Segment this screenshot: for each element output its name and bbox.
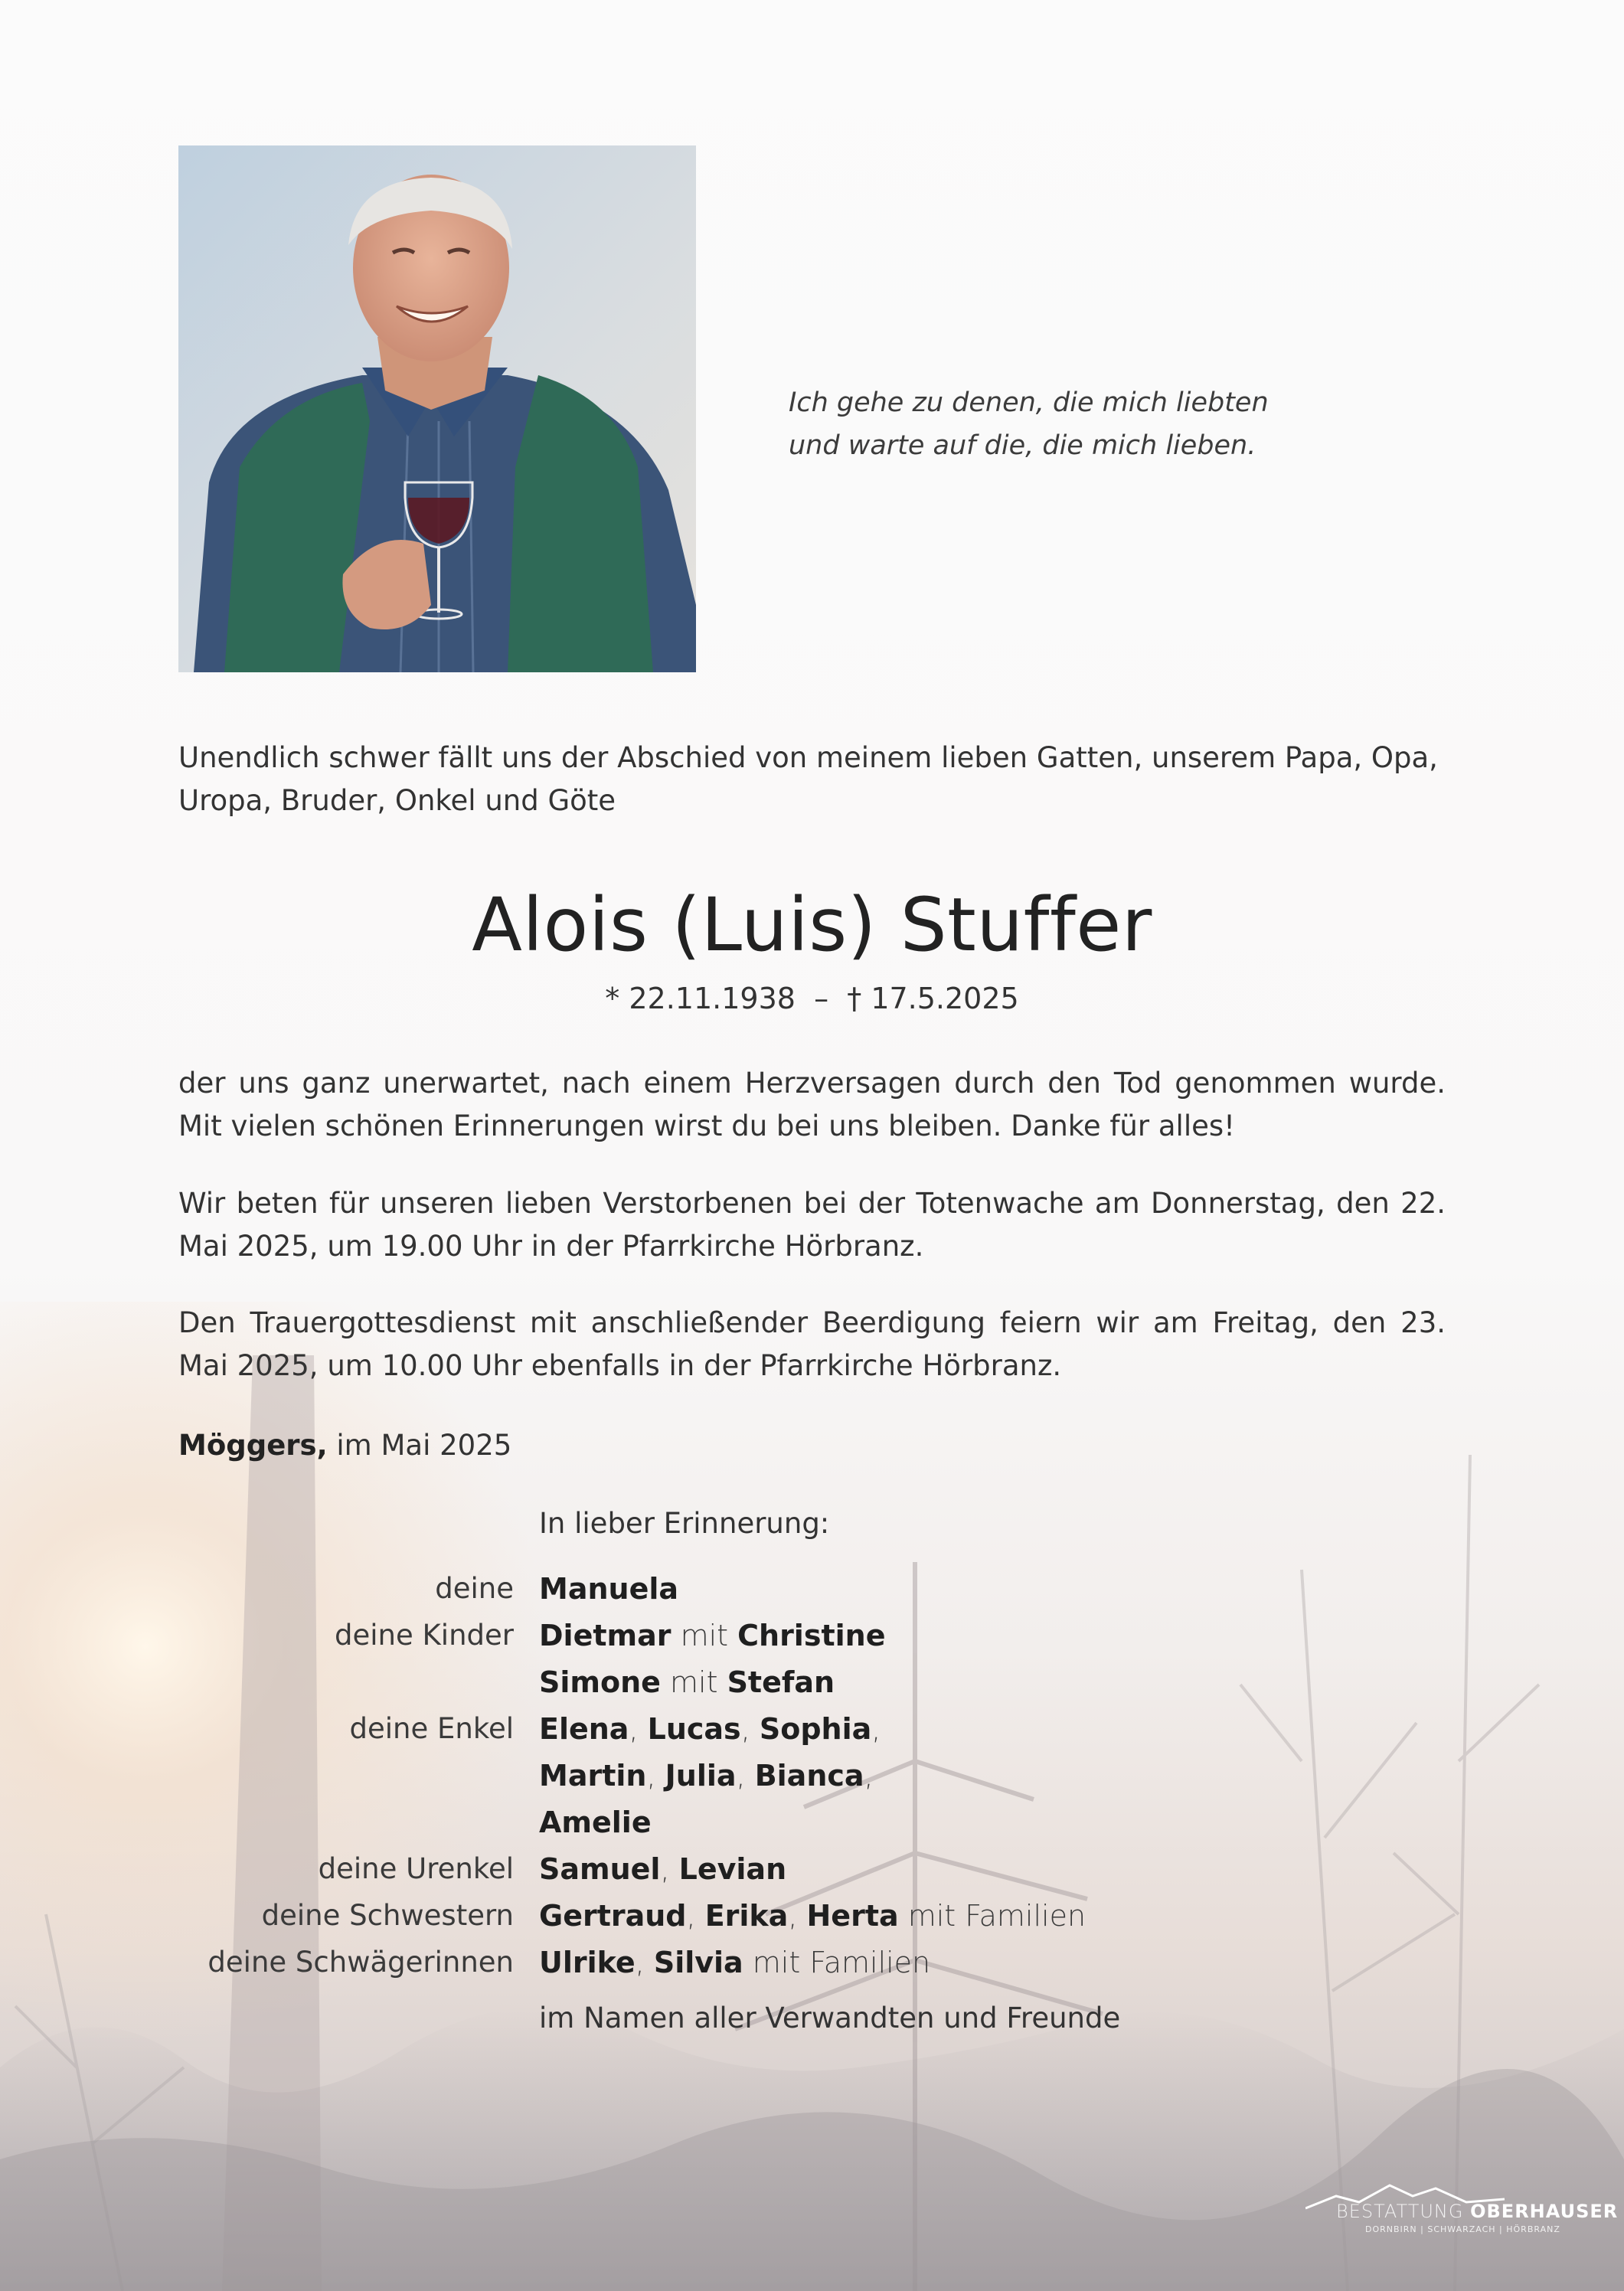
family-member-name: Silvia — [653, 1945, 743, 1979]
place-date-text: im Mai 2025 — [327, 1429, 512, 1462]
family-relation: deine — [435, 1572, 514, 1605]
family-row — [178, 1799, 1327, 1845]
family-member-name: Dietmar — [539, 1618, 671, 1652]
intro-text: Unendlich schwer fällt uns der Abschied von meinem lieben Gatten, unserem Papa, Opa, Uropa, Bruder, Onkel und Göte — [178, 741, 1438, 817]
family-connector: , — [660, 1851, 679, 1886]
family-names — [539, 1572, 678, 1606]
family-member-name: Bianca — [754, 1758, 864, 1793]
family-names — [539, 1852, 786, 1886]
family-relation: deine Schwägerinnen — [207, 1946, 514, 1979]
place-date — [178, 1424, 1446, 1467]
family-relation: deine Schwestern — [261, 1899, 514, 1932]
family-member-name: Christine — [737, 1618, 886, 1652]
family-connector: , — [871, 1711, 881, 1746]
quote-line: und warte auf die, die mich lieben. — [789, 430, 1256, 461]
family-relation: deine Kinder — [335, 1619, 514, 1652]
family-relation: deine Enkel — [349, 1712, 514, 1745]
family-member-name: Gertraud — [539, 1898, 687, 1933]
family-member-name: Levian — [678, 1851, 787, 1886]
family-names — [539, 1946, 930, 1979]
family-connector: , — [788, 1898, 807, 1933]
family-names — [539, 1899, 1086, 1933]
funeral-home-logo — [1305, 2179, 1619, 2234]
portrait-photo — [178, 145, 696, 672]
family-connector: , — [740, 1711, 760, 1746]
family-row — [178, 1752, 1327, 1799]
family-row — [178, 1939, 1327, 1985]
family-member-name: Lucas — [647, 1711, 741, 1746]
family-relation: deine Urenkel — [318, 1852, 514, 1885]
family-member-name: Julia — [665, 1758, 737, 1793]
family-member-name: Stefan — [727, 1665, 835, 1699]
family-row — [178, 1892, 1327, 1939]
family-member-name: Manuela — [539, 1571, 679, 1606]
family-row — [178, 1612, 1327, 1659]
family-member-name: Erika — [704, 1898, 789, 1933]
family-names — [539, 1759, 874, 1793]
place-name: Möggers, — [178, 1429, 328, 1462]
logo-brand-thin: BESTATTUNG — [1336, 2201, 1471, 2222]
family-connector: mit Familien — [898, 1898, 1086, 1933]
family-names — [539, 1665, 835, 1699]
family-connector: , — [635, 1945, 654, 1979]
family-member-name: Samuel — [539, 1851, 661, 1886]
family-member-name: Amelie — [539, 1805, 652, 1839]
family-connector: , — [646, 1758, 665, 1793]
logo-brand-bold: OBERHAUSER — [1470, 2201, 1619, 2222]
family-member-name: Sophia — [759, 1711, 872, 1746]
quote-line: Ich gehe zu denen, die mich liebten — [789, 387, 1269, 418]
family-member-name: Ulrike — [539, 1945, 636, 1979]
family-member-name: Elena — [539, 1711, 629, 1746]
family-names — [539, 1619, 885, 1652]
family-names — [539, 1712, 881, 1746]
paragraph-vigil: Wir beten für unseren lieben Verstorbenen bei der Totenwache am Donnerstag, den 22. Mai 2025, um 19.00 Uhr in der Pfarrkirche Hörbranz. — [178, 1187, 1446, 1263]
life-dates: * 22.11.1938 – † 17.5.2025 — [605, 982, 1019, 1015]
family-row — [178, 1845, 1327, 1892]
family-names — [539, 1806, 652, 1839]
family-list — [178, 1565, 1327, 1985]
family-row — [178, 1565, 1327, 1612]
logo-locations: DORNBIRN | SCHWARZACH | HÖRBRANZ — [1365, 2224, 1560, 2234]
family-connector: , — [686, 1898, 705, 1933]
memory-heading: In lieber Erinnerung: — [539, 1507, 830, 1540]
deceased-name: Alois (Luis) Stuffer — [472, 882, 1152, 968]
family-connector: mit — [671, 1618, 738, 1652]
family-member-name: Martin — [539, 1758, 647, 1793]
paragraph-funeral: Den Trauergottesdienst mit anschließender Beerdigung feiern wir am Freitag, den 23. Mai 2025, um 10.00 Uhr ebenfalls in der Pfarrkirche Hörbranz. — [178, 1306, 1446, 1382]
family-member-name: Simone — [539, 1665, 661, 1699]
paragraph-passing: der uns ganz unerwartet, nach einem Herzversagen durch den Tod genommen wurde. Mit vielen schönen Erinnerungen wirst du bei uns bleiben. Danke für alles! — [178, 1067, 1446, 1142]
family-connector: , — [736, 1758, 755, 1793]
family-member-name: Herta — [806, 1898, 899, 1933]
family-connector: mit Familien — [743, 1945, 931, 1979]
closing-line: im Namen aller Verwandten und Freunde — [539, 2002, 1121, 2034]
logo-brand — [1336, 2201, 1618, 2222]
family-connector: mit — [660, 1665, 727, 1699]
family-connector: , — [864, 1758, 874, 1793]
family-connector: , — [629, 1711, 648, 1746]
quote — [789, 381, 1325, 467]
family-row — [178, 1705, 1327, 1752]
family-row — [178, 1659, 1327, 1705]
